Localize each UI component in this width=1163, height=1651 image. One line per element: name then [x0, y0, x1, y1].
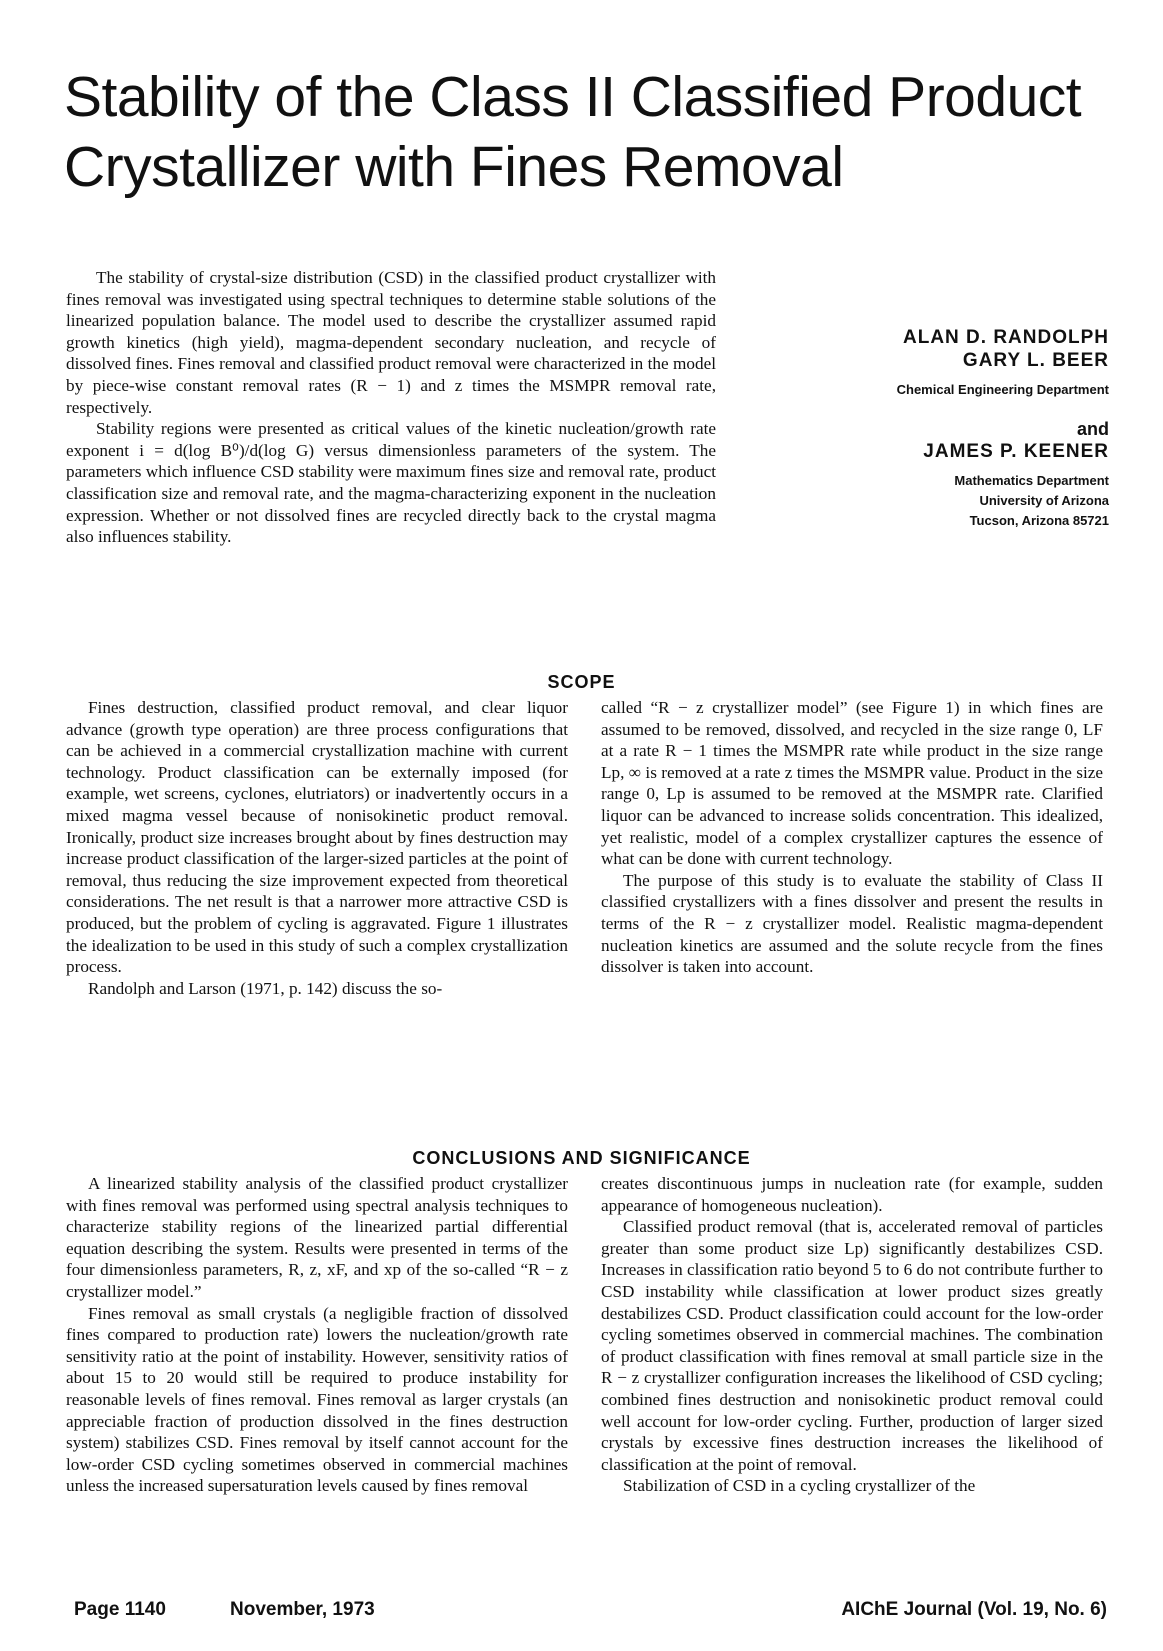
article-title [64, 62, 1124, 202]
scope-paragraph: Randolph and Larson (1971, p. 142) discuss the so- [88, 978, 443, 998]
scope-heading: SCOPE [547, 672, 616, 692]
author-name: JAMES P. KEENER [923, 441, 1109, 462]
abstract [66, 267, 716, 548]
conclusions-paragraph: Classified product removal (that is, accelerated removal of particles greater than some product size Lp) significantly destabilizes CSD. Increases in classification ratio beyond 5 to 6 do not contribute further to CSD instability while classification at lower product sizes greatly destabilizes CSD. Product classification could account for the low-order cycling sometimes observed in commercial machines. The combination of product classification with fines removal at small particle size in the R − z crystallizer configuration increases the likelihood of CSD cycling; combined fines destruction and nonisokinetic product removal could well account for low-order cycling. Further, production of larger sized crystals by excessive fines destruction increases the likelihood of classification at the point of removal. [601, 1217, 1103, 1474]
conclusions-paragraph: Stabilization of CSD in a cycling crystallizer of the [623, 1476, 976, 1496]
conclusions-paragraph: Fines removal as small crystals (a negligible fraction of dissolved fines compared to production rate) lowers the nucleation/growth rate sensitivity ratio at the point of instability. However, sensitivity ratios of about 15 to 20 would still be required to produce instability for reasonable levels of fines removal. Fines removal as larger crystals (an appreciable fraction of production dissolved in the fines destruction system) stabilizes CSD. Fines removal by itself cannot account for the low-order CSD cycling sometimes observed in commercial machines unless the increased supersaturation levels caused by fines removal [66, 1303, 568, 1496]
scope-right-column [601, 697, 1103, 978]
conclusions-left-column [66, 1173, 568, 1497]
footer-journal: AIChE Journal (Vol. 19, No. 6) [841, 1599, 1107, 1620]
author-name: GARY L. BEER [962, 350, 1109, 371]
conclusions-paragraph: creates discontinuous jumps in nucleation rate (for example, sudden appearance of homogeneous nucleation). [601, 1174, 1103, 1215]
footer-date: November, 1973 [230, 1599, 375, 1620]
conclusions-right-column [601, 1173, 1103, 1497]
scope-paragraph: Fines destruction, classified product removal, and clear liquor advance (growth type operation) are three process configurations that can be achieved in a commercial crystallization machine with current technology. Product classification can be externally imposed (for example, wet screens, cyclones, elutriators) or inadvertently occurs in a mixed magma vessel because of nonisokinetic product removal. Ironically, product size increases brought about by fines destruction may increase product classification of the larger-sized particles at the point of removal, thus reducing the size improvement expected from theoretical considerations. The net result is that a narrower more attractive CSD is produced, but the problem of cycling is aggravated. Figure 1 illustrates the idealization to be used in this study of such a complex crystallization process. [66, 698, 568, 977]
footer-page-number: Page 1140 [74, 1599, 166, 1620]
abstract-paragraph: Stability regions were presented as critical values of the kinetic nucleation/growth rate exponent i = d(log B⁰)/d(log G) versus dimensionless parameters of the system. The parameters which influence CSD stability were maximum fines size and removal rate, product classification size and removal rate, and the magma-characterizing exponent in the nucleation expression. Whether or not dissolved fines are recycled directly back to the crystal magma also influences stability. [66, 419, 716, 547]
abstract-paragraph: The stability of crystal-size distribution (CSD) in the classified product crystallizer with fines removal was investigated using spectral techniques to determine stable solutions of the linearized population balance. The model used to describe the crystallizer assumed rapid growth kinetics (high yield), magma-dependent secondary nucleation, and recycle of dissolved fines. Fines removal and classified product removal were characterized in the model by piece-wise constant removal rates (R − 1) and z times the MSMPR removal rate, respectively. [66, 268, 716, 417]
author-conjunction: and [1076, 419, 1109, 439]
title-line-2: Crystallizer with Fines Removal [64, 135, 844, 199]
author-block [789, 326, 1109, 531]
scope-left-column [66, 697, 568, 999]
author-affiliation: Chemical Engineering Department [896, 382, 1109, 397]
title-line-1: Stability of the Class II Classified Product [64, 65, 1082, 129]
conclusions-paragraph: A linearized stability analysis of the classified product crystallizer with fines removal was performed using spectral analysis techniques to characterize stability regions of the linearized partial differential equation describing the system. Results were presented in terms of the four dimensionless parameters, R, z, xF, and xp of the so-called “R − z crystallizer model.” [66, 1174, 568, 1301]
author-affiliation: Tucson, Arizona 85721 [969, 513, 1109, 528]
scope-paragraph: The purpose of this study is to evaluate the stability of Class II classified crystallizers with a fines dissolver and present the results in terms of the R − z crystallizer model. Realistic magma-dependent nucleation kinetics are assumed and the solute recycle from the fines dissolver is taken into account. [601, 870, 1103, 977]
scope-paragraph: called “R − z crystallizer model” (see Figure 1) in which fines are assumed to be removed, dissolved, and recycled in the size range 0, LF at a rate R − 1 times the MSMPR rate while product in the size range Lp, ∞ is removed at a rate z times the MSMPR value. Product in the size range 0, Lp is assumed to be removed at the MSMPR rate. Clarified liquor can be advanced to increase solids concentration. This idealized, yet realistic, model of a complex crystallizer captures the essence of what can be done with current technology. [601, 698, 1103, 869]
author-name: ALAN D. RANDOLPH [903, 327, 1109, 348]
author-affiliation: Mathematics Department [954, 473, 1109, 488]
conclusions-heading: CONCLUSIONS AND SIGNIFICANCE [412, 1148, 751, 1168]
author-affiliation: University of Arizona [979, 493, 1109, 508]
